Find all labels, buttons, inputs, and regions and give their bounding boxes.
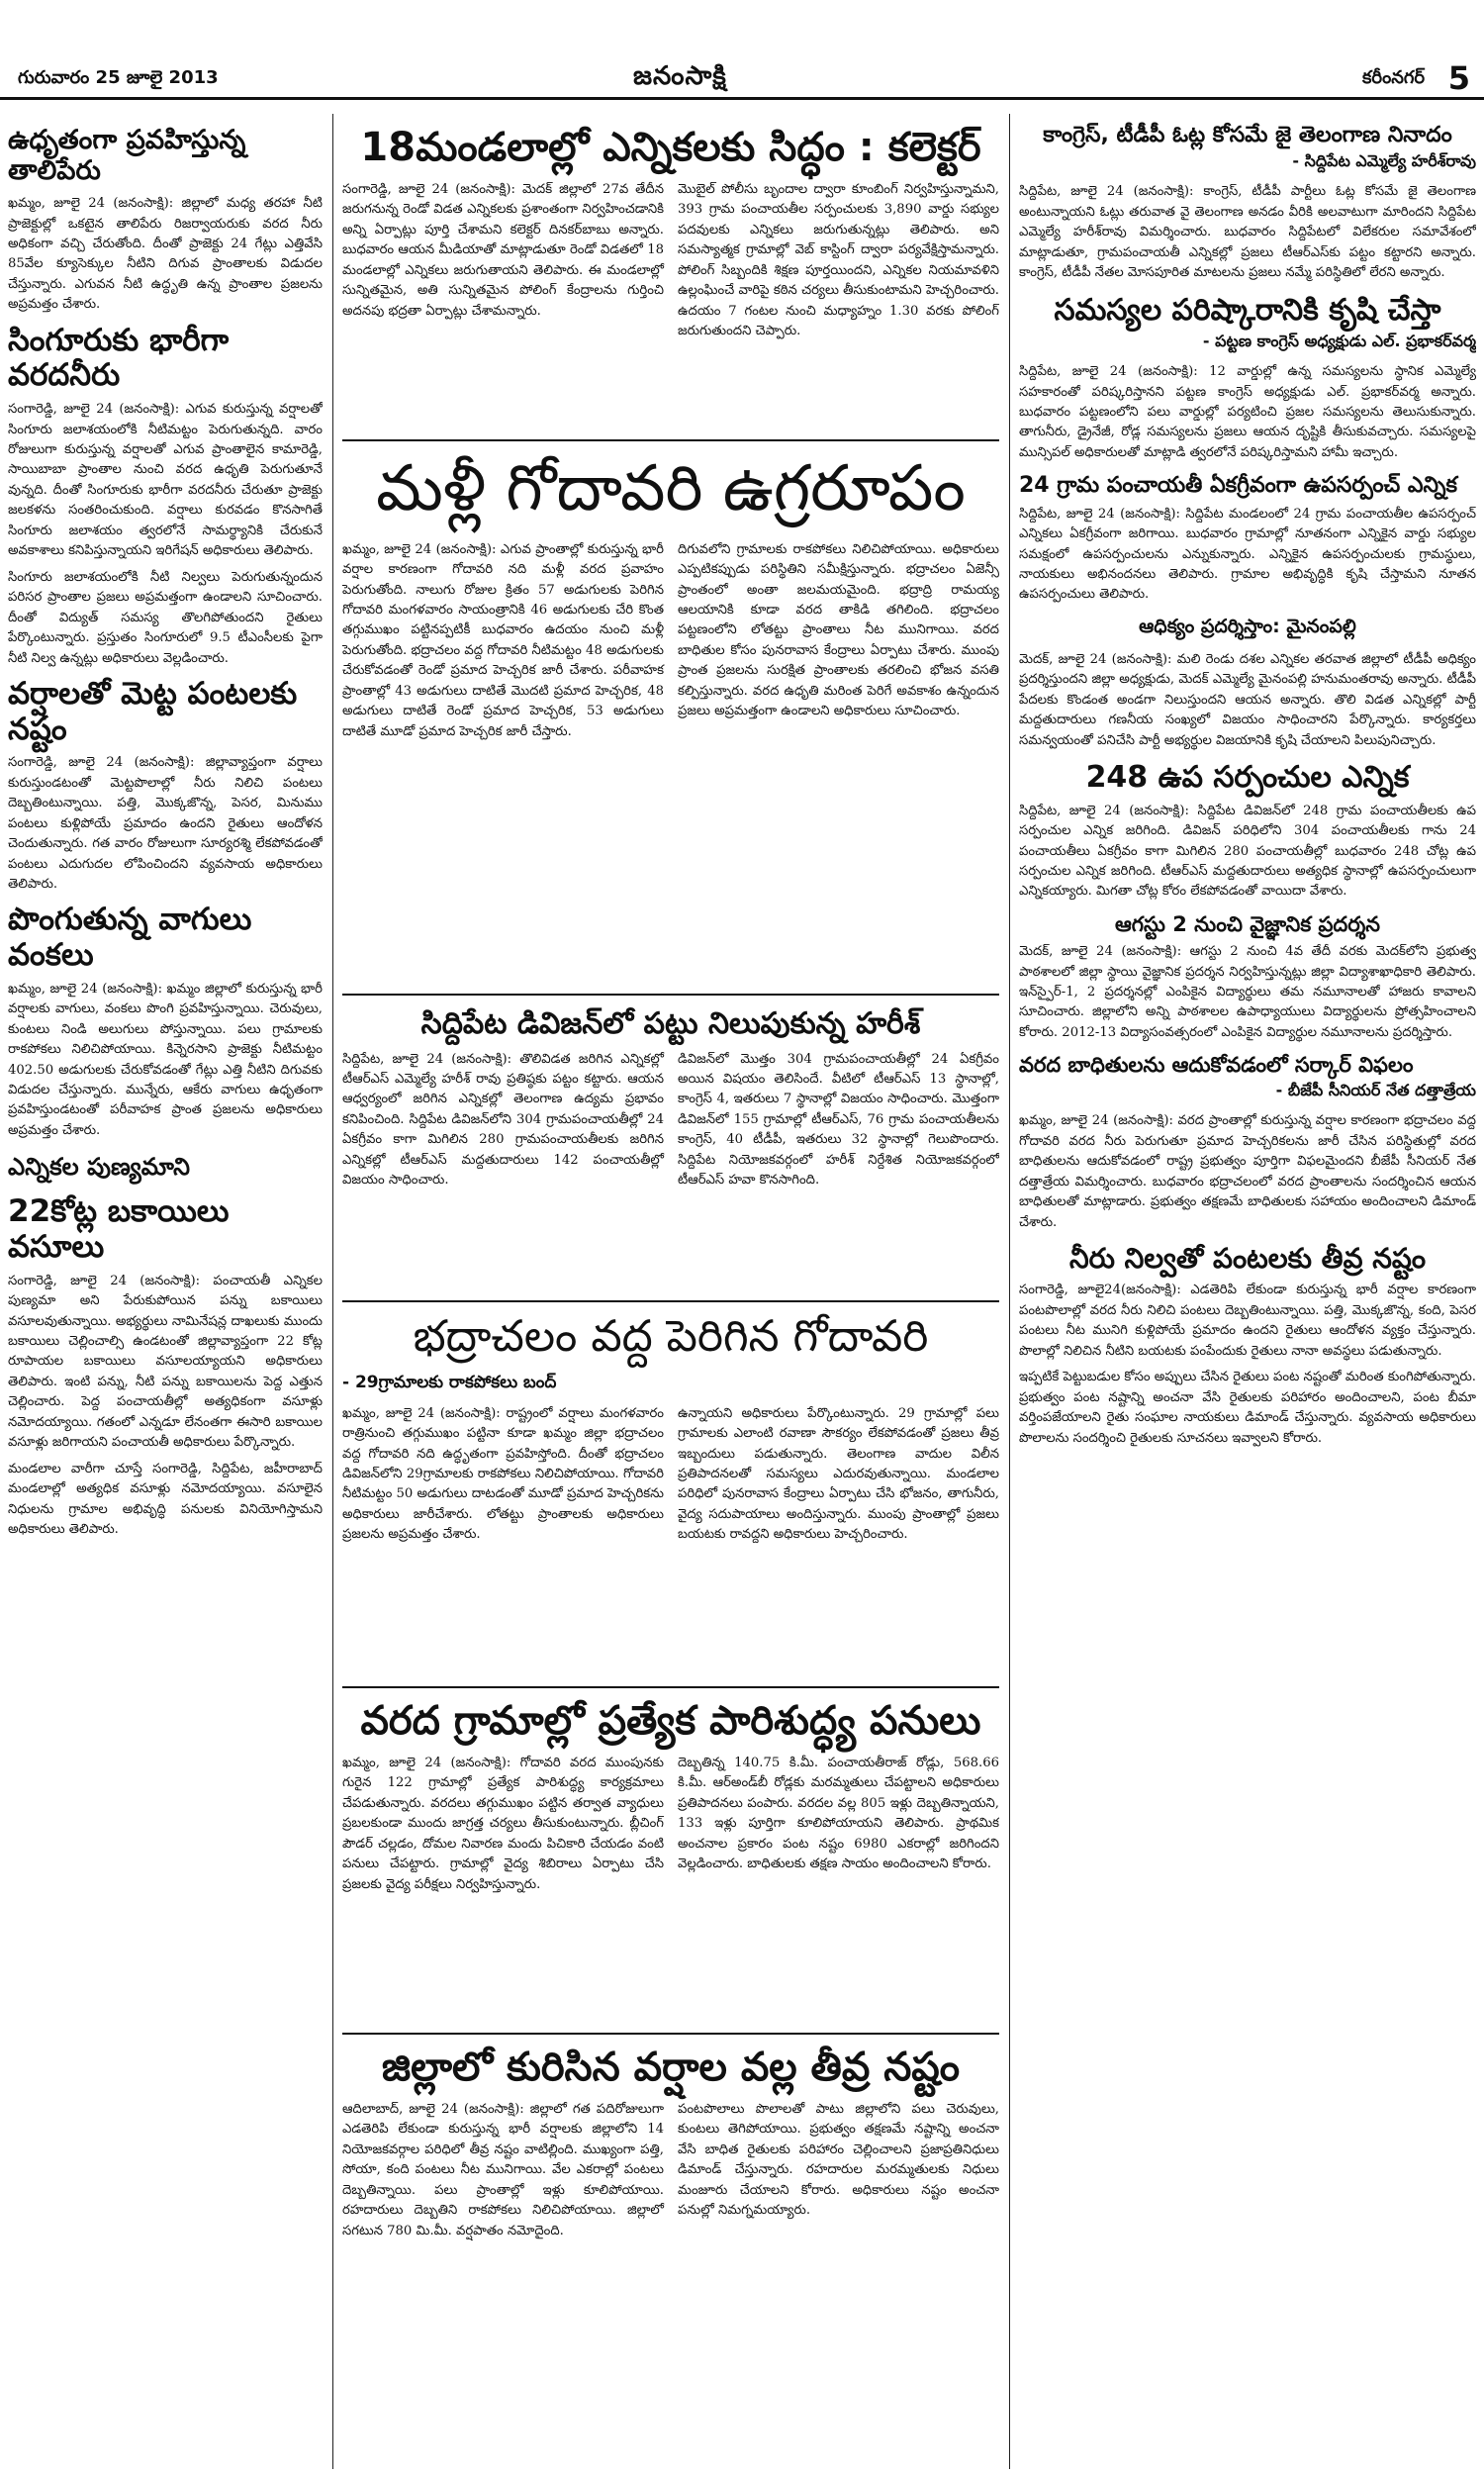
article-body: ఇప్పటికే పెట్టుబడుల కోసం అప్పులు చేసిన రైతులు పంట నష్టంతో మరింత కుంగిపోతున్నారు. ప్రభుత్వం పంట నష్టాన్ని అంచనా వేసి రైతులకు పరిహారం అందించాలని, పంట బీమా వర్తింపజేయాలని రైతు సంఘాల నాయకులు డిమాండ్ చేస్తున్నారు. వ్యవసాయ అధికారులు పొలాలను సందర్శించి రైతులకు సూచనలు ఇవ్వాలని కోరారు. [1019,1370,1476,1446]
article-body: సంగారెడ్డి, జూలై24(జనంసాక్షి): ఎడతెరిపి లేకుండా కురుస్తున్న భారీ వర్షాల కారణంగా పంటపొలాల్లో వరద నీరు నిలిచి పంటలు దెబ్బతింటున్నాయి. పత్తి, మొక్కజొన్న, కంది, పెసర పంటలు నీట మునిగి కుళ్లిపోయే ప్రమాదం ఉందని రైతులు ఆందోళన వ్యక్తం చేస్తున్నారు. పొలాల్లో నిలిచిన నీటిని బయటకు పంపేందుకు రైతులు నానా అవస్థలు పడుతున్నారు. [1019,1283,1476,1359]
masthead-edition: కరీంనగర్ [1362,67,1425,88]
subheadline: - బీజేపీ సీనియర్ నేత దత్తాత్రేయ [1275,1081,1476,1100]
article-body: ఉన్నాయని అధికారులు పేర్కొంటున్నారు. 29 గ్రామాల్లో పలు గ్రామాలకు ఎలాంటి రవాణా సౌకర్యం లేకపోవడంతో ప్రజలు తీవ్ర ఇబ్బందులు పడుతున్నారు. తెలంగాణ వాదుల విలీన ప్రతిపాదనలతో సమస్యలు ఎదురవుతున్నాయి. మండలాల పరిధిలో పునరావాస కేంద్రాలు ఏర్పాటు చేసి భోజనం, తాగునీరు, వైద్య సదుపాయాలు అందిస్తున్నారు. ముంపు ప్రాంతాల్లో ప్రజలు బయటకు రావద్దని అధికారులు హెచ్చరించారు. [678,1405,999,1543]
headline: వరద బాధితులను ఆదుకోవడంలో సర్కార్ విఫలం [1019,1053,1414,1078]
article-body: సింగూరు జలాశయంలోకి నీటి నిల్వలు పెరుగుతున్నందున పరిసర ప్రాంతాల ప్రజలు అప్రమత్తంగా ఉండాలని సూచించారు. దీంతో విద్యుత్ సమస్య తొలగిపోతుందని రైతులు పేర్కొంటున్నారు. ప్రస్తుతం సింగూరులో 9.5 టీఎంసీలకు పైగా నీటి నిల్వ ఉన్నట్లు అధికారులు వెల్లడించారు. [8,569,323,666]
article [342,1306,999,1682]
right-column [1019,119,1476,2464]
headline: 18మండలాల్లో ఎన్నికలకు సిద్ధం : కలెక్టర్ [360,125,981,170]
article [342,2039,999,2454]
article [342,445,999,990]
kicker: ఆధిక్యం ప్రదర్శిస్తాం: మైనంపల్లి [1139,615,1356,637]
article-body: మండలాల వారీగా చూస్తే సంగారెడ్డి, సిద్దిపేట, జహీరాబాద్ మండలాల్లో అత్యధిక వసూళ్లు నమోదయ్యాయి. వసూలైన నిధులను గ్రామాల అభివృద్ధి పనులకు వినియోగిస్తామని అధికారులు తెలిపారు. [8,1461,323,1538]
headline: మళ్లీ గోదావరి ఉగ్రరూపం [376,452,966,525]
article-body: మెదక్, జూలై 24 (జనంసాక్షి): ఆగస్టు 2 నుంచి 4వ తేదీ వరకు మెదక్‌లోని ప్రభుత్వ పాఠశాలలో జిల్లా స్థాయి వైజ్ఞానిక ప్రదర్శన నిర్వహిస్తున్నట్లు జిల్లా విద్యాశాఖాధికారి తెలిపారు. ఇన్‌స్పైర్-1, 2 ప్రదర్శనల్లో ఎంపికైన విద్యార్థులు తమ నమూనాలతో హాజరు కావాలని సూచించారు. జిల్లాలోని అన్ని పాఠశాలల ఉపాధ్యాయులు విద్యార్థులను ప్రోత్సహించాలని కోరారు. 2012-13 విద్యాసంవత్సరంలో ఎంపికైన విద్యార్థుల నమూనాలను ప్రదర్శిస్తారు. [1019,944,1476,1040]
headline: జిల్లాలో కురిసిన వర్షాల వల్ల తీవ్ర నష్టం [381,2045,961,2090]
article-body: సంగారెడ్డి, జూలై 24 (జనంసాక్షి): జిల్లావ్యాప్తంగా వర్షాలు కురుస్తుండటంతో మెట్టపొలాల్లో నీరు నిలిచి పంటలు దెబ్బతింటున్నాయి. పత్తి, మొక్కజొన్న, పెసర, మినుము పంటలు కుళ్లిపోయే ప్రమాదం ఉందని రైతులు ఆందోళన చెందుతున్నారు. గత వారం రోజులుగా సూర్యరశ్మి లేకపోవడంతో పంటలు ఎదుగుదల లోపించిందని వ్యవసాయ అధికారులు తెలిపారు. [8,755,323,892]
headline: నీరు నిల్వతో పంటలకు తీవ్ర నష్టం [1068,1242,1427,1276]
kicker: ఎన్నికల పుణ్యమాని [8,1153,190,1182]
masthead-paper-name: జనంసాక్షి [633,61,727,91]
article-body: ఖమ్మం, జూలై 24 (జనంసాక్షి): వరద ప్రాంతాల్లో కురుస్తున్న వర్షాల కారణంగా భద్రాచలం వద్ద గోదావరి వరద నీరు పెరుగుతూ ప్రమాద హెచ్చరికలను జారీ చేసిన పరిస్థితుల్లో వరద బాధితులను ఆదుకోవడంలో రాష్ట్ర ప్రభుత్వం పూర్తిగా విఫలమైందని బీజేపీ సీనియర్ నేత దత్తాత్రేయ విమర్శించారు. బుధవారం భద్రాచలంలో వరద ప్రాంతాలను సందర్శించిన ఆయన బాధితులతో మాట్లాడారు. ప్రభుత్వం తక్షణమే బాధితులకు సహాయం అందించాలని డిమాండ్ చేశారు. [1019,1113,1476,1230]
headline: పొంగుతున్న వాగులు వంకలు [8,902,252,974]
headline: ఆగస్టు 2 నుంచి వైజ్ఞానిక ప్రదర్శన [1114,911,1381,936]
article-body: సంగారెడ్డి, జూలై 24 (జనంసాక్షి): ఎగువ కురుస్తున్న వర్షాలతో సింగూరు జలాశయంలోకి నీటిమట్టం పెరుగుతున్నది. వారం రోజులుగా కురుస్తున్న వర్షాలతో ఎగువ ప్రాంతాలైన కామారెడ్డి, సాయిబాబా ప్రాంతాల నుంచి వరద ఉధృతి పెరుగుతూనే వున్నది. దీంతో సింగూరుకు భారీగా వరదనీరు చేరుతూ ప్రాజెక్టు జలకళను సంతరించుకుంది. వర్షాలు కురవడం కొనసాగితే సింగూరు జలాశయం త్వరలోనే సామర్థ్యానికి చేరుకునే అవకాశాలు కనిపిస్తున్నాయని ఇరిగేషన్ అధికారులు తెలిపారు. [8,402,323,559]
headline: కాంగ్రెస్, టీడీపీ ఓట్ల కోసమే జై తెలంగాణ నినాదం [1043,123,1452,147]
subheadline: - పట్టణ కాంగ్రెస్ అధ్యక్షుడు ఎల్. ప్రభాకర్‌వర్మ [1202,332,1476,351]
subheadline: - సిద్దిపేట ఎమ్మెల్యే హరీశ్‌రావు [1292,151,1476,171]
article-body: ఆదిలాబాద్, జూలై 24 (జనంసాక్షి): జిల్లాలో గత పదిరోజులుగా ఎడతెరిపి లేకుండా కురుస్తున్న భారీ వర్షాలకు జిల్లాలోని 14 నియోజకవర్గాల పరిధిలో తీవ్ర నష్టం వాటిల్లింది. ముఖ్యంగా పత్తి, సోయా, కంది పంటలు నీట మునిగాయి. వేల ఎకరాల్లో పంటలు దెబ్బతిన్నాయి. పలు ప్రాంతాల్లో ఇళ్లు కూలిపోయాయి. రహదారులు దెబ్బతిని రాకపోకలు నిలిచిపోయాయి. జిల్లాలో సగటున 780 మి.మీ. వర్షపాతం నమోదైంది. [342,2102,664,2238]
column-divider [332,114,333,2469]
article-body: డివిజన్‌లో మొత్తం 304 గ్రామపంచాయతీల్లో 24 ఏకగ్రీవం అయిన విషయం తెలిసిందే. వీటిలో టీఆర్‌ఎస్ 13 స్థానాల్లో, కాంగ్రెస్ 4, ఇతరులు 7 స్థానాల్లో విజయం సాధించారు. మొత్తంగా డివిజన్‌లో 155 గ్రామాల్లో టీఆర్‌ఎస్, 76 గ్రామ పంచాయతీలను కాంగ్రెస్, 40 టీడీపీ, ఇతరులు 32 స్థానాల్లో గెలుపొందారు. సిద్దిపేట నియోజకవర్గంలో హరీశ్ నిర్దేశిత నియోజకవర్గంలో టీఆర్‌ఎస్ హవా కొనసాగింది. [678,1051,999,1189]
left-column [8,119,323,2464]
section-rule [342,1300,999,1302]
headline: 22కోట్ల బకాయిలు వసూలు [8,1193,230,1265]
masthead-page-number: 5 [1447,59,1470,97]
article-body: ఖమ్మం, జూలై 24 (జనంసాక్షి): రాష్ట్రంలో వర్షాలు మంగళవారం రాత్రినుంచి తగ్గుముఖం పట్టినా కూడా ఖమ్మం జిల్లా భద్రాచలం వద్ద గోదావరి నది ఉద్ధృతంగా ప్రవహిస్తోంది. దీంతో భద్రాచలం డివిజన్‌లోని 29గ్రామాలకు రాకపోకలు నిలిచిపోయాయి. గోదావరి నీటిమట్టం 50 అడుగులు దాటడంతో మూడో ప్రమాద హెచ్చరికను అధికారులు జారీచేశారు. లోతట్టు ప్రాంతాలకు అధికారులు ప్రజలను అప్రమత్తం చేశారు. [342,1405,664,1543]
article-body: ఖమ్మం, జూలై 24 (జనంసాక్షి): ఎగువ ప్రాంతాల్లో కురుస్తున్న భారీ వర్షాల కారణంగా గోదావరి నది మళ్లీ వరద ప్రవాహం పెరుగుతోంది. నాలుగు రోజుల క్రితం 57 అడుగులకు పెరిగిన గోదావరి మంగళవారం సాయంత్రానికి 46 అడుగులకు చేరి కొంత తగ్గుముఖం పట్టినప్పటికీ బుధవారం ఉదయం నుంచి మళ్లీ పెరుగుతోంది. భద్రాచలం వద్ద గోదావరి నీటిమట్టం 48 అడుగులకు చేరుకోవడంతో రెండో ప్రమాద హెచ్చరిక జారీ చేశారు. పరీవాహక ప్రాంతాల్లో 43 అడుగులు దాటితే మొదటి ప్రమాద హెచ్చరిక, 48 అడుగులు దాటితే రెండో ప్రమాద హెచ్చరిక, 53 అడుగులు దాటితే మూడో ప్రమాద హెచ్చరిక జారీ చేస్తారు. [342,541,664,739]
article-body: దిగువలోని గ్రామాలకు రాకపోకలు నిలిచిపోయాయి. అధికారులు ఎప్పటికప్పుడు పరిస్థితిని సమీక్షిస్తున్నారు. భద్రాచలం ఏజెన్సీ ప్రాంతంలో అంతా జలమయమైంది. భద్రాద్రి రామయ్య ఆలయానికి కూడా వరద తాకిడి తగిలింది. భద్రాచలం పట్టణంలోని లోతట్టు ప్రాంతాలు నీట మునిగాయి. వరద బాధితుల కోసం పునరావాస కేంద్రాలు ఏర్పాటు చేశారు. ముంపు ప్రాంత ప్రజలను సురక్షిత ప్రాంతాలకు తరలించి భోజన వసతి కల్పిస్తున్నారు. వరద ఉధృతి మరింత పెరిగే అవకాశం ఉన్నందున ప్రజలు అప్రమత్తంగా ఉండాలని అధికారులు సూచించారు. [678,541,999,719]
headline: సమస్యల పరిష్కారానికి కృషి చేస్తా [1054,292,1441,328]
headline: 248 ఉప సర్పంచుల ఎన్నిక [1085,760,1410,796]
article-body: సిద్దిపేట, జూలై 24 (జనంసాక్షి): కాంగ్రెస్, టీడీపీ పార్టీలు ఓట్ల కోసమే జై తెలంగాణ అంటున్నాయని ఓట్లు తరువాత వై తెలంగాణ అనడం వీరికి అలవాటుగా మారిందని సిద్దిపేట ఎమ్మెల్యే హరీశ్‌రావు విమర్శించారు. బుధవారం సిద్దిపేటలో విలేకరుల సమావేశంలో మాట్లాడుతూ, గ్రామపంచాయతీ ఎన్నికల్లో ప్రజలు టీఆర్‌ఎస్‌కు పట్టం కట్టారని అన్నారు. కాంగ్రెస్, టీడీపీ నేతల మోసపూరిత మాటలను ప్రజలు నమ్మే పరిస్థితిలో లేరని అన్నారు. [1019,184,1476,281]
section-rule [342,2033,999,2035]
column-divider [1009,114,1010,2469]
article-body: దెబ్బతిన్న 140.75 కి.మీ. పంచాయతీరాజ్ రోడ్లు, 568.66 కి.మీ. ఆర్‌అండ్‌బీ రోడ్లకు మరమ్మతులు చేపట్టాలని అధికారులు ప్రతిపాదనలు పంపారు. వరదల వల్ల 805 ఇళ్లు దెబ్బతిన్నాయని, 133 ఇళ్లు పూర్తిగా కూలిపోయాయని తెలిపారు. ప్రాథమిక అంచనాల ప్రకారం పంట నష్టం 6980 ఎకరాల్లో జరిగిందని వెల్లడించారు. బాధితులకు తక్షణ సాయం అందించాలని కోరారు. [678,1756,999,1872]
article [342,999,999,1296]
section-rule [342,439,999,441]
article-body: సిద్దిపేట, జూలై 24 (జనంసాక్షి): 12 వార్డుల్లో ఉన్న సమస్యలను స్థానిక ఎమ్మెల్యే సహకారంతో పరిష్కరిస్తానని పట్టణ కాంగ్రెస్ అధ్యక్షుడు ఎల్. ప్రభాకర్‌వర్మ అన్నారు. బుధవారం పట్టణంలోని పలు వార్డుల్లో పర్యటించి ప్రజల సమస్యలను తెలుసుకున్నారు. తాగునీరు, డ్రైనేజీ, రోడ్ల సమస్యలను ప్రజలు ఆయన దృష్టికి తీసుకువచ్చారు. సమస్యలపై మున్సిపల్ అధికారులతో మాట్లాడి త్వరలోనే పరిష్కరిస్తామని హామీ ఇచ్చారు. [1019,364,1476,460]
article-body: మొబైల్ పోలీసు బృందాల ద్వారా కూంబింగ్ నిర్వహిస్తున్నామని, 393 గ్రామ పంచాయతీల సర్పంచులకు 3,890 వార్డు సభ్యుల పదవులకు ఎన్నికలు జరుగుతున్నట్లు తెలిపారు. అని సమస్యాత్మక గ్రామాల్లో వెబ్ కాస్టింగ్ ద్వారా పర్యవేక్షిస్తామన్నారు. పోలింగ్ సిబ్బందికి శిక్షణ పూర్తయిందని, ఎన్నికల నియమావళిని ఉల్లంఘించే వారిపై కఠిన చర్యలు తీసుకుంటామని హెచ్చరించారు. ఉదయం 7 గంటల నుంచి మధ్యాహ్నం 1.30 వరకు పోలింగ్ జరుగుతుందని చెప్పారు. [678,182,999,339]
headline: 24 గ్రామ పంచాయతీ ఏకగ్రీవంగా ఉపసర్పంచ్ ఎన్నిక [1019,473,1457,499]
headline: భద్రాచలం వద్ద పెరిగిన గోదావరి [413,1311,929,1362]
section-rule [342,994,999,996]
article-body: సిద్దిపేట, జూలై 24 (జనంసాక్షి): తొలివిడత జరిగిన ఎన్నికల్లో టీఆర్‌ఎస్ ఎమ్మెల్యే హరీశ్ రావు ప్రతిష్ఠకు పట్టం కట్టారు. ఆయన ఆధ్వర్యంలో జరిగిన ఎన్నికల్లో తెలంగాణ ఉద్యమ ప్రభావం కనిపించింది. సిద్దిపేట డివిజన్‌లోని 304 గ్రామపంచాయతీల్లో 24 ఏకగ్రీవం కాగా మిగిలిన 280 గ్రామపంచాయతీలకు జరిగిన ఎన్నికల్లో టీఆర్‌ఎస్ మద్దతుదారులు 142 పంచాయతీల్లో విజయం సాధించారు. [342,1051,664,1189]
section-rule [342,1686,999,1688]
article-body: సిద్దిపేట, జూలై 24 (జనంసాక్షి): సిద్దిపేట డివిజన్‌లో 248 గ్రామ పంచాయతీలకు ఉప సర్పంచుల ఎన్నిక జరిగింది. డివిజన్ పరిధిలోని 304 పంచాయతీలకు గాను 24 పంచాయతీలు ఏకగ్రీవం కాగా మిగిలిన 280 పంచాయతీల్లో బుధవారం 248 చోట్ల ఉప సర్పంచుల ఎన్నిక జరిగింది. టీఆర్‌ఎస్ మద్దతుదారులు అత్యధిక స్థానాల్లో ఉపసర్పంచులుగా ఎన్నికయ్యారు. మిగతా చోట్ల కోరం లేకపోవడంతో వాయిదా వేశారు. [1019,803,1476,900]
masthead-date: గురువారం 25 జూలై 2013 [18,67,219,88]
headline: ఉధృతంగా ప్రవహిస్తున్న తాలిపేరు [8,125,246,187]
article-body: ఖమ్మం, జూలై 24 (జనంసాక్షి): గోదావరి వరద ముంపునకు గురైన 122 గ్రామాల్లో ప్రత్యేక పారిశుద్ధ్య కార్యక్రమాలు చేపడుతున్నారు. వరదలు తగ్గుముఖం పట్టిన తర్వాత వ్యాధులు ప్రబలకుండా ముందు జాగ్రత్త చర్యలు తీసుకుంటున్నారు. బ్లీచింగ్ పౌడర్ చల్లడం, దోమల నివారణ మందు పిచికారి చేయడం వంటి పనులు చేపట్టారు. గ్రామాల్లో వైద్య శిబిరాలు ఏర్పాటు చేసి ప్రజలకు వైద్య పరీక్షలు నిర్వహిస్తున్నారు. [342,1756,664,1892]
headline: వరద గ్రామాల్లో ప్రత్యేక పారిశుద్ధ్య పనులు [360,1698,981,1744]
article-body: సిద్దిపేట, జూలై 24 (జనంసాక్షి): సిద్దిపేట మండలంలో 24 గ్రామ పంచాయతీల ఉపసర్పంచ్ ఎన్నికలు ఏకగ్రీవంగా జరిగాయి. బుధవారం గ్రామాల్లో నూతనంగా ఎన్నికైన వార్డు సభ్యుల సమక్షంలో ఉపసర్పంచులను ఎన్నుకున్నారు. ఎన్నికైన ఉపసర్పంచులకు గ్రామస్థులు, నాయకులు అభినందనలు తెలిపారు. గ్రామాల అభివృద్ధికి కృషి చేస్తామని నూతన ఉపసర్పంచులు తెలిపారు. [1019,506,1476,603]
article-body: సంగారెడ్డి, జూలై 24 (జనంసాక్షి): పంచాయతీ ఎన్నికల పుణ్యమా అని పేరుకుపోయిన పన్ను బకాయిలు వసూలవుతున్నాయి. అభ్యర్థులు నామినేషన్ల దాఖలుకు ముందు బకాయిలు చెల్లించాల్సి ఉండటంతో జిల్లావ్యాప్తంగా 22 కోట్ల రూపాయల బకాయిలు వసూలయ్యాయని అధికారులు తెలిపారు. ఇంటి పన్ను, నీటి పన్ను బకాయిలను పెద్ద ఎత్తున చెల్లించారు. పెద్ద పంచాయతీల్లో అత్యధికంగా వసూళ్లు నమోదయ్యాయి. గతంలో ఎన్నడూ లేనంతగా ఈసారి బకాయిల వసూళ్లు జరిగాయని పంచాయతీ అధికారులు పేర్కొన్నారు. [8,1273,323,1451]
article [342,119,999,435]
masthead [0,59,1484,100]
article-body: మెదక్, జూలై 24 (జనంసాక్షి): మలి రెండు దశల ఎన్నికల తరవాత జిల్లాలో టీడీపీ అధిక్యం ప్రదర్శిస్తుందని జిల్లా అధ్యక్షుడు, మెదక్ ఎమ్మెల్యే మైనంపల్లి హనుమంతరావు అన్నారు. టీడీపీ పేదలకు కొండంత అండగా నిలుస్తుందని ఆయన అన్నారు. తొలి విడత ఎన్నికల్లో పార్టీ మద్దతుదారులు గణనీయ సంఖ్యలో విజయం సాధించారని పేర్కొన్నారు. కార్యకర్తలు సమన్వయంతో పనిచేసి పార్టీ అభ్యర్థుల విజయానికి కృషి చేయాలని పిలుపునిచ్చారు. [1019,651,1476,748]
article-body: పంటపొలాలు పొలాలతో పాటు జిల్లాలోని పలు చెరువులు, కుంటలు తెగిపోయాయి. ప్రభుత్వం తక్షణమే నష్టాన్ని అంచనా వేసి బాధిత రైతులకు పరిహారం చెల్లించాలని ప్రజాప్రతినిధులు డిమాండ్ చేస్తున్నారు. రహదారుల మరమ్మతులకు నిధులు మంజూరు చేయాలని కోరారు. అధికారులు నష్టం అంచనా పనుల్లో నిమగ్నమయ్యారు. [678,2102,999,2219]
article [342,1692,999,2029]
article-body: ఖమ్మం, జూలై 24 (జనంసాక్షి): ఖమ్మం జిల్లాలో కురుస్తున్న భారీ వర్షాలకు వాగులు, వంకలు పొంగి ప్రవహిస్తున్నాయి. చెరువులు, కుంటలు నిండి అలుగులు పోస్తున్నాయి. పలు గ్రామాలకు రాకపోకలు నిలిచిపోయాయి. కిన్నెరసాని ప్రాజెక్టు నీటిమట్టం 402.50 అడుగులకు చేరుకోవడంతో గేట్లు ఎత్తి నీటిని దిగువకు విడుదల చేస్తున్నారు. మున్నేరు, ఆకేరు వాగులు ఉధృతంగా ప్రవహిస్తుండటంతో పరీవాహక ప్రాంత ప్రజలను అధికారులు అప్రమత్తం చేశారు. [8,981,323,1138]
headline: సింగూరుకు భారీగా వరదనీరు [8,322,230,394]
subheadline: - 29గ్రామాలకు రాకపోకలు బంద్ [342,1372,557,1392]
article-body: ఖమ్మం, జూలై 24 (జనంసాక్షి): జిల్లాలో మధ్య తరహా నీటి ప్రాజెక్టుల్లో ఒకటైన తాలిపేరు రిజర్వాయరుకు వరద నీరు అధికంగా వచ్చి చేరుతోంది. దీంతో ప్రాజెక్టు 24 గేట్లు ఎత్తివేసి 85వేల క్యూసెక్కుల నీటిని దిగువ ప్రాంతాలకు విడుదల చేస్తున్నారు. ఎగువన నీటి ఉద్ధృతి ఉన్న ప్రాంతాల ప్రజలను అప్రమత్తం చేశారు. [8,196,323,313]
headline: వర్షాలతో మెట్ట పంటలకు నష్టం [8,675,298,747]
headline: సిద్దిపేట డివిజన్‌లో పట్టు నిలుపుకున్న హరీశ్ [420,1006,921,1041]
center-column [342,119,999,2464]
article-body: సంగారెడ్డి, జూలై 24 (జనంసాక్షి): మెదక్ జిల్లాలో 27వ తేదీన జరుగనున్న రెండో విడత ఎన్నికలకు ప్రశాంతంగా నిర్వహించడానికి అన్ని ఏర్పాట్లు పూర్తి చేశామని కలెక్టర్ దినకర్‌బాబు అన్నారు. బుధవారం ఆయన మీడియాతో మాట్లాడుతూ రెండో విడతలో 18 మండలాల్లో ఎన్నికలు జరుగుతాయని తెలిపారు. ఈ మండలాల్లో సున్నితమైన, అతి సున్నితమైన పోలింగ్ కేంద్రాలను గుర్తించి అదనపు భద్రతా ఏర్పాట్లు చేశామన్నారు. [342,182,664,319]
